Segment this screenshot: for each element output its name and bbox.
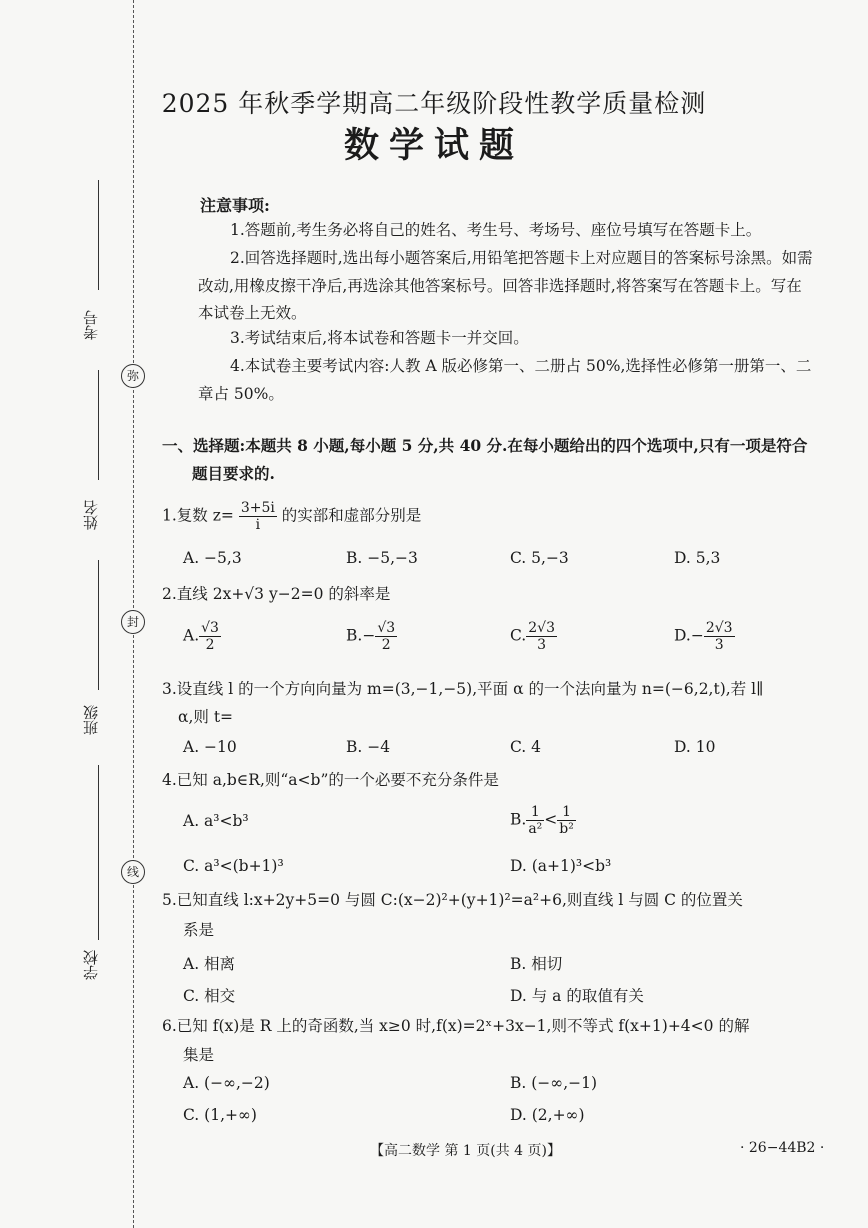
name-line	[98, 370, 99, 480]
notes-heading: 注意事项:	[200, 196, 270, 215]
note-4: 4.本试卷主要考试内容:人教 A 版必修第一、二册占 50%,选择性必修第一册第一、二章占 50%。	[198, 357, 812, 403]
q3-option-b: B. −4	[346, 738, 391, 756]
q1-option-d: D. 5,3	[674, 549, 721, 567]
note-1: 1.答题前,考生务必将自己的姓名、考生号、考场号、座位号填写在答题卡上。	[230, 221, 762, 239]
q2-option-a: A. $\frac{√3}{2}$	[183, 620, 219, 654]
class-field	[70, 705, 110, 735]
q5-option-d: D. 与 a 的取值有关	[510, 987, 644, 1005]
q3-option-a: A. −10	[183, 738, 237, 756]
question-6-stem-line2: 集是	[183, 1046, 215, 1064]
note-2: 2.回答选择题时,选出每小题答案后,用铅笔把答题卡上对应题目的答案标号涂黑。如需改动,用橡皮擦干净后,再选涂其他答案标号。回答非选择题时,将答案写在答题卡上。写在本试卷上无效。	[198, 249, 813, 322]
exam-title: 2025 年秋季学期高二年级阶段性教学质量检测	[161, 89, 707, 118]
q1-option-c: C. 5,−3	[510, 549, 569, 567]
q4-option-b: B. $\frac{1}{\text{a²}}$ < $\frac{1}{\text{b²}}$	[510, 804, 574, 838]
paper-code: · 26−44B2 ·	[740, 1140, 825, 1156]
question-6-stem-line1: 6.已知 f(x)是 R 上的奇函数,当 x≥0 时,f(x)=2ˣ+3x−1,则不等式 f(x+1)+4<0 的解	[162, 1017, 750, 1035]
q1-frac-num: 3+5i	[240, 500, 275, 516]
q1-option-a: A. −5,3	[183, 549, 242, 567]
school-label: 学校	[81, 950, 100, 980]
question-3-stem-line2: α,则 t=	[178, 708, 234, 726]
page-footer-label: 【高二数学 第 1 页(共 4 页)】	[370, 1143, 561, 1159]
section-heading-line2: 题目要求的.	[192, 464, 275, 483]
section-heading	[162, 432, 842, 488]
seal-feng: 封	[121, 610, 145, 634]
exam-number-line	[98, 180, 99, 290]
question-5-stem-line1: 5.已知直线 l:x+2y+5=0 与圆 C:(x−2)²+(y+1)²=a²+6,则直线 l 与圆 C 的位置关	[162, 891, 743, 909]
question-1-stem	[162, 500, 842, 533]
section-heading-line1: 一、选择题:本题共 8 小题,每小题 5 分,共 40 分.在每小题给出的四个选项中,只有一项是符合	[162, 436, 808, 455]
class-label: 班级	[81, 705, 100, 735]
q5-option-a: A. 相离	[183, 955, 236, 973]
name-field	[70, 500, 110, 530]
class-line	[98, 560, 99, 690]
q6-option-a: A. (−∞,−2)	[183, 1074, 270, 1092]
question-3-stem-line1: 3.设直线 l 的一个方向向量为 m=(3,−1,−5),平面 α 的一个法向量为 n=(−6,2,t),若 l∥	[162, 680, 764, 698]
q6-option-d: D. (2,+∞)	[510, 1106, 585, 1124]
q1-frac-den: i	[255, 517, 261, 534]
name-label: 姓名	[81, 500, 100, 530]
school-field	[70, 950, 110, 980]
exam-number-field	[70, 310, 110, 340]
exam-number-label: 考号	[81, 310, 100, 340]
q3-option-c: C. 4	[510, 738, 542, 756]
question-2-stem: 2.直线 2x+√3 y−2=0 的斜率是	[162, 585, 391, 603]
q2-option-d: D.− $\frac{2√3}{3}$	[674, 620, 733, 654]
q6-option-b: B. (−∞,−1)	[510, 1074, 598, 1092]
q5-option-c: C. 相交	[183, 987, 236, 1005]
question-4-stem: 4.已知 a,b∈R,则“a<b”的一个必要不充分条件是	[162, 771, 499, 789]
q2-option-b: B.− $\frac{√3}{2}$	[346, 620, 396, 654]
school-line	[98, 765, 99, 940]
subject-title: 数学试题	[343, 125, 524, 166]
seal-xian: 线	[121, 860, 145, 884]
q2-option-c: C. $\frac{2√3}{3}$	[510, 620, 555, 654]
question-5-stem-line2: 系是	[183, 921, 215, 939]
q1-stem-pre: 1.复数 z=	[162, 506, 234, 525]
q3-option-d: D. 10	[674, 738, 716, 756]
q1-option-b: B. −5,−3	[346, 549, 418, 567]
q6-option-c: C. (1,+∞)	[183, 1106, 257, 1124]
q4-option-a: A. a³<b³	[183, 812, 249, 830]
seal-mi: 弥	[121, 364, 145, 388]
q1-stem-post: 的实部和虚部分别是	[281, 506, 422, 525]
q5-option-b: B. 相切	[510, 955, 563, 973]
note-3: 3.考试结束后,将本试卷和答题卡一并交回。	[230, 329, 529, 347]
q1-fraction	[239, 500, 277, 533]
q4-option-d: D. (a+1)³<b³	[510, 857, 612, 875]
q4-option-c: C. a³<(b+1)³	[183, 857, 284, 875]
